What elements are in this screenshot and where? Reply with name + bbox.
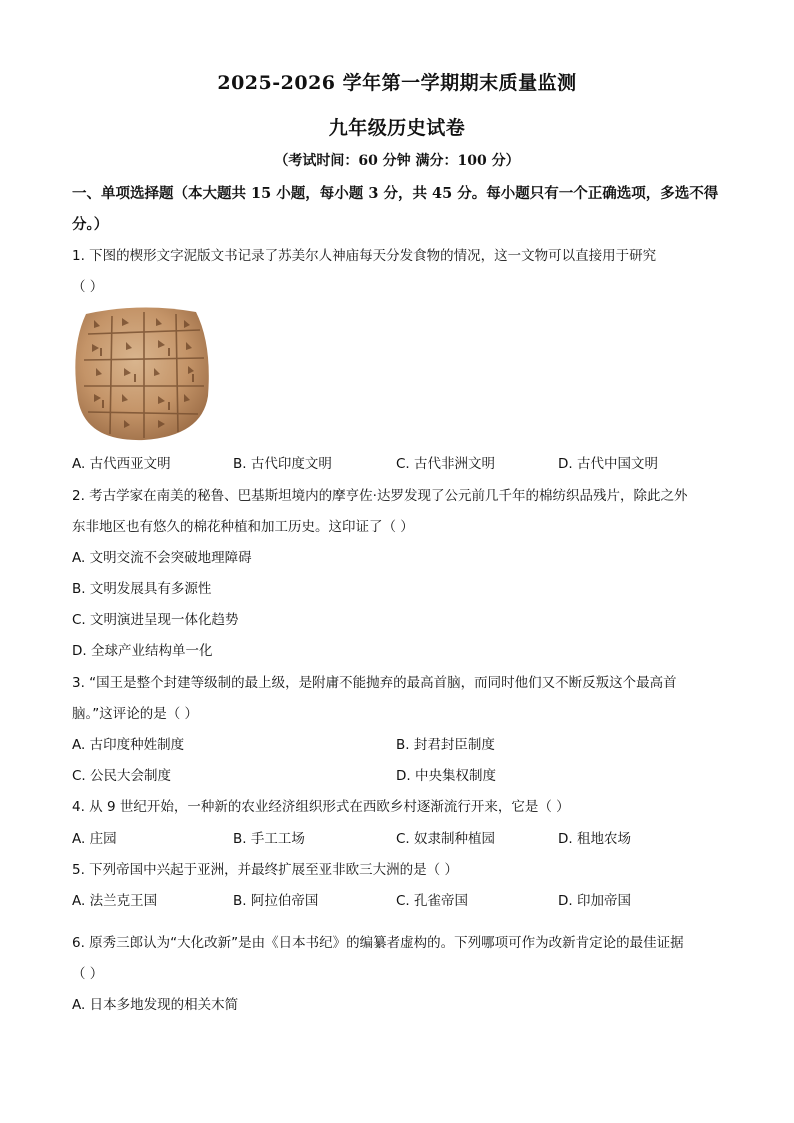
q4-option-c[interactable]: C. 奴隶制种植园 (396, 831, 496, 847)
q2-option-b[interactable]: B. 文明发展具有多源性 (72, 581, 212, 597)
q2-stem-line1: 2. 考古学家在南美的秘鲁、巴基斯坦境内的摩亨佐·达罗发现了公元前几千年的棉纺织品残片，除此之外 (72, 488, 688, 504)
q2-option-c[interactable]: C. 文明演进呈现一体化趋势 (72, 612, 239, 628)
q3-option-c[interactable]: C. 公民大会制度 (72, 768, 172, 784)
q2-stem-line2: 东非地区也有悠久的棉花种植和加工历史。这印证了（ ） (72, 519, 414, 535)
q3-stem-line1: 3. “国王是整个封建等级制的最上级，是附庸不能抛弃的最高首脑，而同时他们又不断反叛这个最高首 (72, 675, 677, 691)
q3-stem-line2: 脑。”这评论的是（ ） (72, 706, 199, 722)
q4-stem: 4. 从 9 世纪开始，一种新的农业经济组织形式在西欧乡村逐渐流行开来，它是（ ） (72, 799, 570, 815)
q5-option-b[interactable]: B. 阿拉伯帝国 (233, 893, 319, 909)
q1-option-c[interactable]: C. 古代非洲文明 (396, 456, 496, 472)
q5-option-d[interactable]: D. 印加帝国 (558, 893, 631, 909)
q2-option-d[interactable]: D. 全球产业结构单一化 (72, 643, 213, 659)
q3-option-d[interactable]: D. 中央集权制度 (396, 768, 496, 784)
q4-option-a[interactable]: A. 庄园 (72, 831, 117, 847)
q6-stem-line2: （ ） (72, 966, 104, 982)
q5-stem: 5. 下列帝国中兴起于亚洲，并最终扩展至亚非欧三大洲的是（ ） (72, 862, 458, 878)
q3-option-b[interactable]: B. 封君封臣制度 (396, 737, 495, 753)
q1-option-a[interactable]: A. 古代西亚文明 (72, 456, 171, 472)
q1-stem-line2: （ ） (72, 279, 104, 295)
section-heading: 一、单项选择题（本大题共 15 小题，每小题 3 分，共 45 分。每小题只有一个正确选项，多选不得分。） (72, 185, 719, 233)
q3-option-a[interactable]: A. 古印度种姓制度 (72, 737, 185, 753)
q5-option-a[interactable]: A. 法兰克王国 (72, 893, 158, 909)
q6-option-a[interactable]: A. 日本多地发现的相关木简 (72, 997, 239, 1013)
q1-option-b[interactable]: B. 古代印度文明 (233, 456, 332, 472)
exam-subtitle: 九年级历史试卷 (328, 117, 466, 139)
exam-duration: （考试时间：60 分钟 满分：100 分） (274, 153, 520, 169)
exam-title: 2025-2026 学年第一学期期末质量监测 (217, 72, 577, 94)
q1-option-d[interactable]: D. 古代中国文明 (558, 456, 658, 472)
q1-stem-line1: 1. 下图的楔形文字泥版文书记录了苏美尔人神庙每天分发食物的情况，这一文物可以直接用于研究 (72, 248, 657, 264)
q2-option-a[interactable]: A. 文明交流不会突破地理障碍 (72, 550, 252, 566)
q4-option-d[interactable]: D. 租地农场 (558, 831, 631, 847)
q5-option-c[interactable]: C. 孔雀帝国 (396, 893, 469, 909)
q6-stem-line1: 6. 原秀三郎认为“大化改新”是由《日本书纪》的编纂者虚构的。下列哪项可作为改新肯定论的最佳证据 (72, 935, 684, 951)
cuneiform-tablet-image (72, 304, 210, 442)
q4-option-b[interactable]: B. 手工工场 (233, 831, 305, 847)
